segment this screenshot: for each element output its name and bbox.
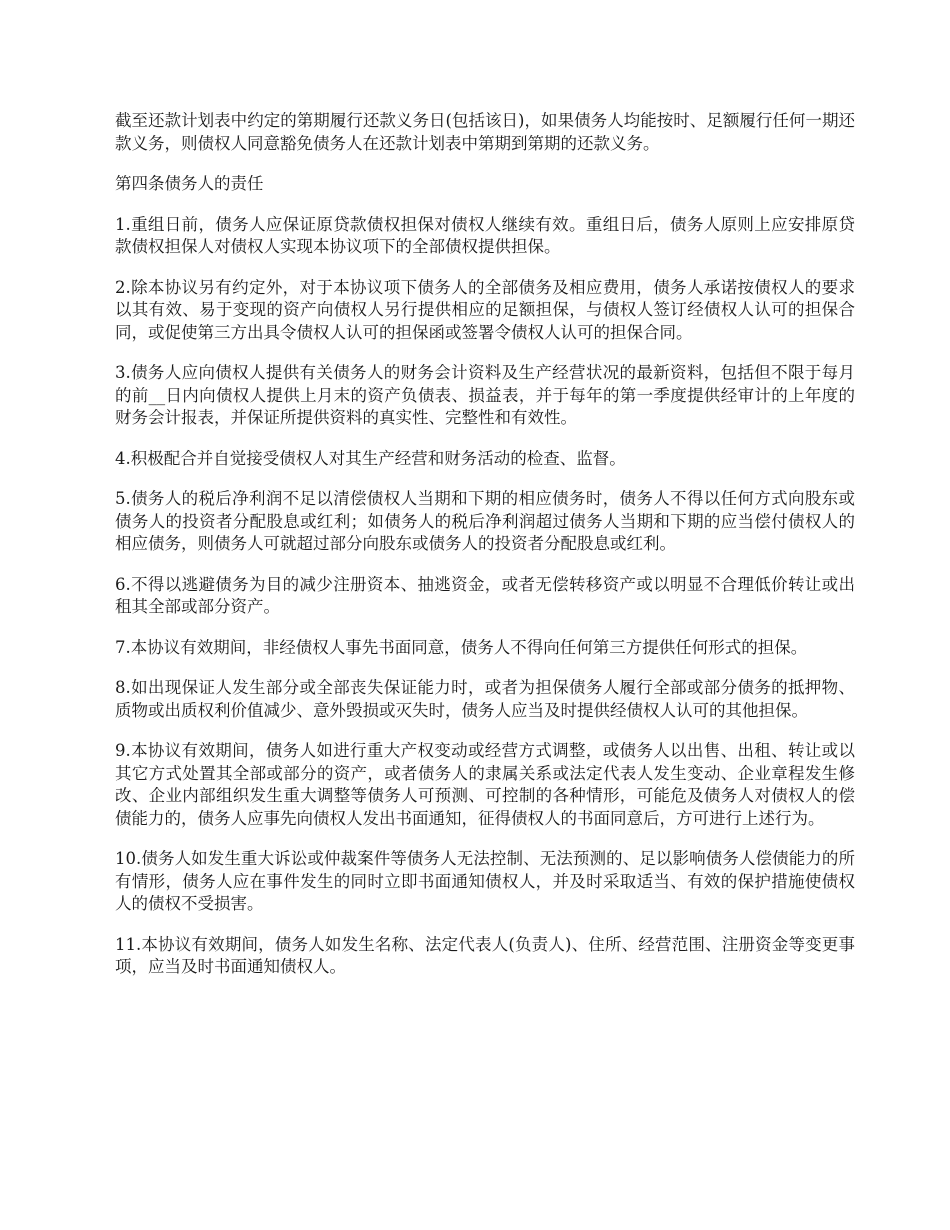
clause-4: 4.积极配合并自觉接受债权人对其生产经营和财务活动的检查、监督。	[115, 448, 626, 468]
clause-3: 3.债务人应向债权人提供有关债务人的财务会计资料及生产经营状况的最新资料，包括但不限于每月的前__日内向债权人提供上月末的资产负债表、损益表，并于每年的第一季度提供经审计的上年度的财务会计报表，并保证所提供资料的真实性、完整性和有效性。	[115, 363, 855, 427]
section-heading-debtor-responsibilities: 第四条债务人的责任	[115, 174, 264, 193]
clause-6: 6.不得以逃避债务为目的减少注册资本、抽逃资金，或者无偿转移资产或以明显不合理低价转让或出租其全部或部分资产。	[115, 574, 855, 616]
clause-7: 7.本协议有效期间，非经债权人事先书面同意，债务人不得向任何第三方提供任何形式的担保。	[115, 637, 808, 657]
clause-5: 5.债务人的税后净利润不足以清偿债权人当期和下期的相应债务时，债务人不得以任何方式向股东或债务人的投资者分配股息或红利；如债务人的税后净利润超过债务人当期和下期的应当偿付债权人的相应债务，则债务人可就超过部分向股东或债务人的投资者分配股息或红利。	[115, 489, 855, 553]
clause-8: 8.如出现保证人发生部分或全部丧失保证能力时，或者为担保债务人履行全部或部分债务的抵押物、质物或出质权利价值减少、意外毁损或灭失时，债务人应当及时提供经债权人认可的其他担保。	[115, 678, 855, 720]
clause-2: 2.除本协议另有约定外，对于本协议项下债务人的全部债务及相应费用，债务人承诺按债权人的要求以其有效、易于变现的资产向债权人另行提供相应的足额担保，与债权人签订经债权人认可的担保合同，或促使第三方出具令债权人认可的担保函或签署令债权人认可的担保合同。	[115, 277, 855, 342]
clause-1: 1.重组日前，债务人应保证原贷款债权担保对债权人继续有效。重组日后，债务人原则上应安排原贷款债权担保人对债权人实现本协议项下的全部债权提供担保。	[115, 214, 855, 256]
clause-9: 9.本协议有效期间，债务人如进行重大产权变动或经营方式调整，或债务人以出售、出租、转让或以其它方式处置其全部或部分的资产，或者债务人的隶属关系或法定代表人发生变动、企业章程发生修改、企业内部组织发生重大调整等债务人可预测、可控制的各种情形，可能危及债务人对债权人的偿债能力的，债务人应事先向债权人发出书面通知，征得债权人的书面同意后，方可进行上述行为。	[115, 741, 855, 828]
clause-10: 10.债务人如发生重大诉讼或仲裁案件等债务人无法控制、无法预测的、足以影响债务人偿债能力的所有情形，债务人应在事件发生的同时立即书面通知债权人，并及时采取适当、有效的保护措施使债权人的债权不受损害。	[115, 849, 855, 913]
paragraph-repayment-waiver: 截至还款计划表中约定的第期履行还款义务日(包括该日)，如果债务人均能按时、足额履行任何一期还款义务，则债权人同意豁免债务人在还款计划表中第期到第期的还款义务。	[115, 111, 855, 153]
document-page	[115, 110, 855, 997]
clause-11: 11.本协议有效期间，债务人如发生名称、法定代表人(负责人)、住所、经营范围、注册资金等变更事项，应当及时书面通知债权人。	[115, 934, 855, 976]
